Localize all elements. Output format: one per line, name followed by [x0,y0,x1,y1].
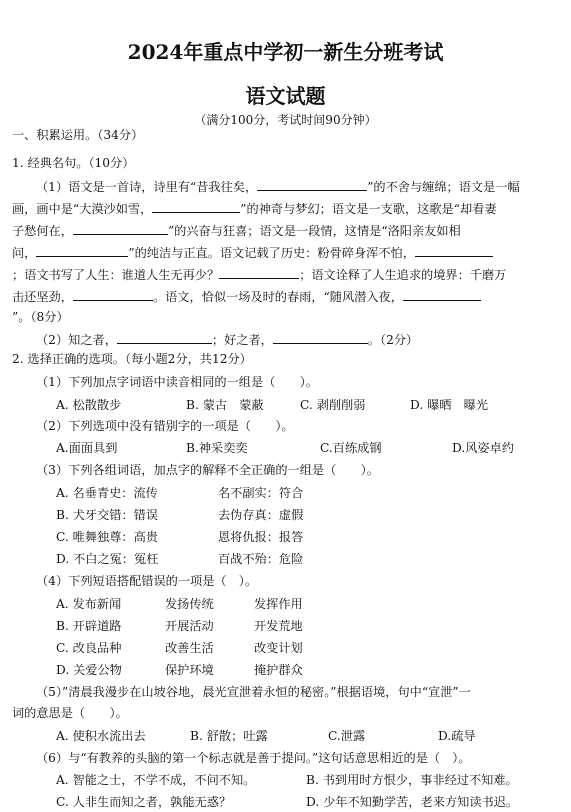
option-b[interactable]: B. 蒙古 蒙蔽 [186,398,264,412]
option-d[interactable]: D. 少年不知勤学苦，老来方知读书迟。 [306,795,519,809]
option-d[interactable]: D. 不白之冤：冤枉 [56,552,159,566]
option-b[interactable]: B. 犬牙交错：错误 [56,508,159,522]
q1-line-1: （1）语文是一首诗，诗里有“昔我往矣， ”的不舍与缠绵；语文是一幅 [36,180,520,194]
option-a[interactable]: A. 松散散步 [56,398,122,412]
option-d[interactable]: D.风姿卓约 [452,441,514,455]
answer-blank[interactable] [219,266,299,279]
option-c[interactable]: C. 人非生而知之者，孰能无惑？ [56,795,232,809]
exam-title: 2024年重点中学初一新生分班考试 [127,40,444,64]
phrase: 开发荒地 [254,619,303,633]
option-b[interactable]: B. 书到用时方恨少，事非经过不知难。 [306,773,518,787]
q2-5-stem: （5）”清晨我漫步在山坡谷地，晨光宣泄着永恒的秘密。”根据语境，句中“宣泄”一 [36,685,471,699]
phrase: 开展活动 [165,619,214,633]
answer-blank[interactable] [415,244,493,257]
option-c[interactable]: C. 改良品种 [56,641,122,655]
option-b[interactable]: B.神采奕奕 [186,441,248,455]
q2-3-stem: （3）下列各组词语，加点字的解释不全正确的一组是（ ）。 [36,463,379,477]
option-c[interactable]: C. 剥削削弱 [300,398,366,412]
q1-line-7: ”。（8分） [12,310,69,324]
q1-line-6: 击还坚劲， 。语文，恰似一场及时的春雨，“随风潜入夜， [12,288,481,305]
option-a[interactable]: A. 名垂青史：流传 [56,486,158,500]
question-2-label: 2. 选择正确的选项。（每小题2分，共12分） [12,352,252,366]
answer-blank[interactable] [73,288,153,301]
answer-blank[interactable] [273,331,368,344]
q1-line-4: 问， ”的纯洁与正直。语文记载了历史：粉骨碎身浑不怕， [12,244,493,261]
subject-title: 语文试题 [245,84,326,108]
option-b[interactable]: B. 开辟道路 [56,619,122,633]
question-1-label: 1. 经典名句。（10分） [12,156,135,170]
exam-info: （满分100分，考试时间90分钟） [194,113,377,127]
option-c[interactable]: C. 唯舞独尊：高贵 [56,530,158,544]
option-a[interactable]: A. 智能之士，不学不成，不问不知。 [56,773,256,787]
section-heading: 一、积累运用。（34分） [12,128,144,142]
phrase: 掩护群众 [254,663,303,677]
phrase: 保护环境 [165,663,214,677]
option-c-second: 恩将仇报：报答 [218,530,304,544]
q1-line-3: 子愁何在， ”的兴奋与狂喜；语文是一段情，这情是“洛阳亲友如相 [12,224,461,238]
option-b-second: 去伪存真：虚假 [218,508,304,522]
phrase: 改善生活 [165,641,214,655]
q2-2-stem: （2）下列选项中没有错别字的一项是（ ）。 [36,419,294,433]
option-d[interactable]: D. 关爱公物 [56,663,122,677]
option-c[interactable]: C.百练成钢 [320,441,382,455]
phrase: 改变计划 [254,641,303,655]
answer-blank[interactable] [257,178,367,191]
answer-blank[interactable] [73,222,168,235]
option-c[interactable]: C.泄露 [328,729,366,743]
phrase: 发扬传统 [165,597,214,611]
option-d[interactable]: D.疏导 [438,729,476,743]
option-a[interactable]: A. 使积水流出去 [56,729,146,743]
option-a-second: 名不副实：符合 [218,486,304,500]
q1-line-2: 画，画中是“大漠沙如雪， ”的神奇与梦幻；语文是一支歌，这歌是“却看妻 [12,202,497,216]
option-a[interactable]: A.面面具到 [56,441,118,455]
answer-blank[interactable] [152,200,240,213]
q2-1-stem: （1）下列加点字词语中读音相同的一组是（ ）。 [36,375,318,389]
answer-blank[interactable] [403,288,481,301]
q2-5-stem-cont: 词的意思是（ ）。 [12,706,128,720]
q2-4-stem: （4）下列短语搭配错误的一项是（ ）。 [36,574,258,588]
phrase: 发挥作用 [254,597,303,611]
option-d[interactable]: D. 曝晒 曝光 [410,398,489,412]
q1-part-2: （2）知之者， ；好之者， 。（2分） [36,333,419,347]
answer-blank[interactable] [36,244,128,257]
q1-line-5: ；语文书写了人生：谁道人生无再少？ ；语文诠释了人生追求的境界：千磨万 [12,268,507,282]
option-d-second: 百战不殆：危险 [218,552,304,566]
q2-6-stem: （6）与“有教养的头脑的第一个标志就是善于提问。”这句话意思相近的是（ ）。 [36,751,471,765]
option-a[interactable]: A. 发布新闻 [56,597,122,611]
option-b[interactable]: B. 舒散；吐露 [190,729,268,743]
answer-blank[interactable] [117,331,212,344]
